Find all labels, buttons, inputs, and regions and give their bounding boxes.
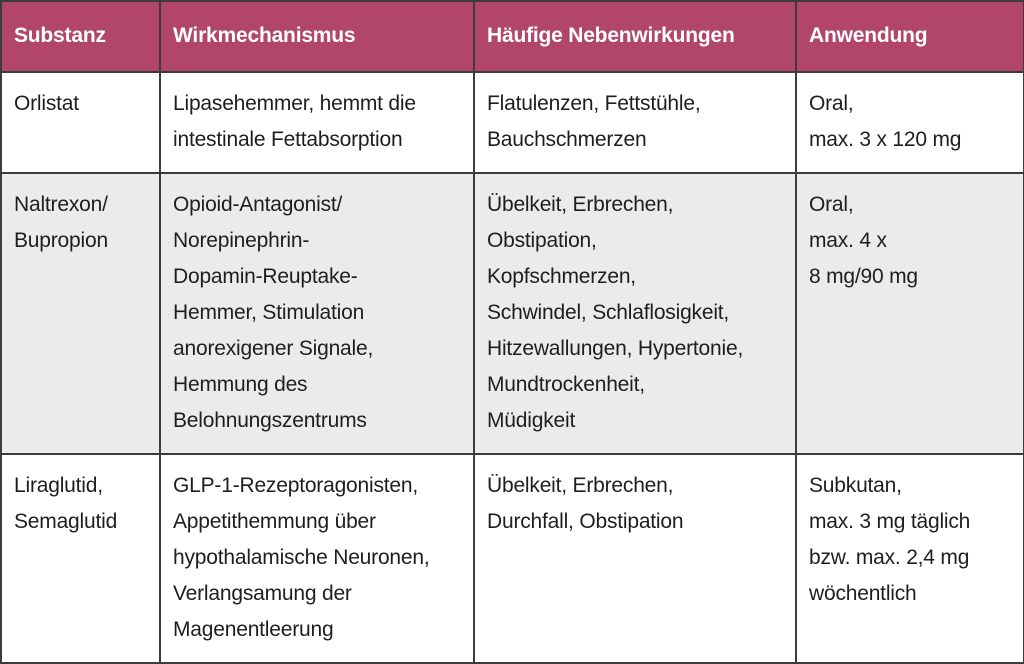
header-row [1,1,1024,72]
cell-line: anorexigener Signale, [173,337,374,360]
cell-line: Bauchschmerzen [487,128,647,151]
cell-line: Orlistat [14,92,79,115]
cell-wirkmechanismus [160,454,474,663]
cell-line: Appetithemmung über [173,510,376,533]
cell-line: max. 3 mg täglich [809,510,971,533]
cell-nebenwirkungen [474,454,796,663]
cell-line: Subkutan, [809,474,902,497]
cell-line: Naltrexon/ [14,193,108,216]
table-row [1,173,1024,454]
cell-line: Mundtrockenheit, [487,373,645,396]
cell-line: Magenentleerung [173,618,334,641]
cell-line: Oral, [809,193,854,216]
cell-line: Durchfall, Obstipation [487,510,684,533]
cell-line: hypothalamische Neuronen, [173,546,430,569]
cell-line: 8 mg/90 mg [809,265,918,288]
cell-line: Oral, [809,92,854,115]
cell-line: Lipasehemmer, hemmt die [173,92,416,115]
cell-line: Hemmung des [173,373,308,396]
cell-anwendung [796,173,1024,454]
header-nebenwirkungen: Häufige Nebenwirkungen [474,1,796,72]
cell-line: intestinale Fettabsorption [173,128,403,151]
cell-substanz [1,72,160,173]
cell-line: Bupropion [14,229,108,252]
cell-line: bzw. max. 2,4 mg [809,546,970,569]
header-anwendung: Anwendung [796,1,1024,72]
cell-line: Schwindel, Schlaflosigkeit, [487,301,730,324]
cell-anwendung [796,454,1024,663]
cell-line: Dopamin-Reuptake- [173,265,358,288]
cell-nebenwirkungen [474,173,796,454]
cell-anwendung [796,72,1024,173]
cell-wirkmechanismus [160,173,474,454]
cell-line: Hitzewallungen, Hypertonie, [487,337,744,360]
cell-line: GLP-1-Rezeptoragonisten, [173,474,419,497]
cell-line: Verlangsamung der [173,582,352,605]
cell-line: Liraglutid, [14,474,103,497]
cell-line: Opioid-Antagonist/ [173,193,343,216]
cell-line: Müdigkeit [487,409,576,432]
cell-line: Belohnungszentrums [173,409,367,432]
cell-line: Übelkeit, Erbrechen, [487,474,674,497]
cell-line: max. 4 x [809,229,887,252]
cell-line: wöchentlich [809,582,917,605]
cell-wirkmechanismus [160,72,474,173]
cell-line: Obstipation, [487,229,597,252]
cell-line: Hemmer, Stimulation [173,301,365,324]
table-row [1,72,1024,173]
cell-line: max. 3 x 120 mg [809,128,962,151]
table-row [1,454,1024,663]
header-substanz: Substanz [1,1,160,72]
cell-line: Norepinephrin- [173,229,310,252]
cell-line: Übelkeit, Erbrechen, [487,193,674,216]
cell-substanz [1,173,160,454]
cell-substanz [1,454,160,663]
header-wirkmechanismus: Wirkmechanismus [160,1,474,72]
cell-line: Semaglutid [14,510,118,533]
cell-line: Flatulenzen, Fettstühle, [487,92,701,115]
cell-line: Kopfschmerzen, [487,265,636,288]
cell-nebenwirkungen [474,72,796,173]
